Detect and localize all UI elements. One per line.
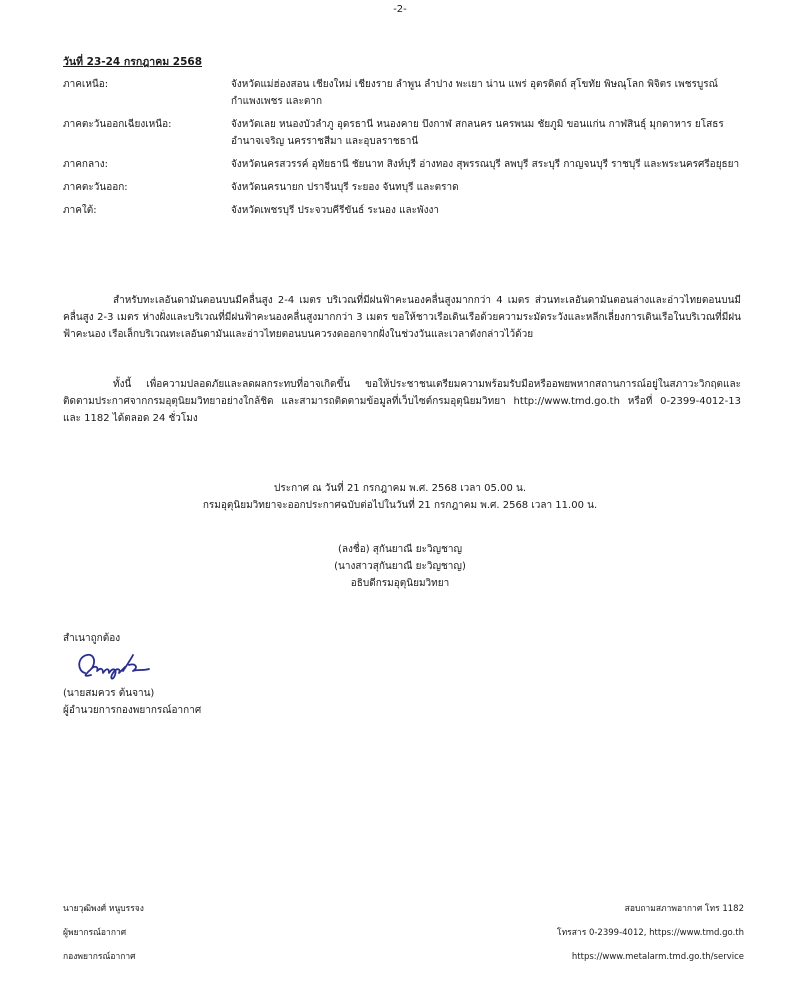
region-label: ภาคตะวันออกเฉียงเหนือ:	[63, 119, 172, 130]
signatory-signed: (ลงชื่อ) สุกันยาณี ยะวิญชาญ	[338, 544, 462, 555]
certified-copy-block	[63, 630, 201, 719]
region-label: ภาคกลาง:	[63, 159, 108, 170]
certified-copy-label: สำเนาถูกต้อง	[63, 633, 121, 644]
forecaster-role: ผู้พยากรณ์อากาศ	[63, 928, 127, 938]
region-provinces: จังหวัดเลย หนองบัวลำภู อุดรธานี หนองคาย บึงกาฬ สกลนคร นครพนม ชัยภูมิ ขอนแก่น กาฬสินธุ์ มุกดาหาร ยโสธร อำนาจเจริญ นครราชสีมา และอุบลราชธานี	[231, 119, 724, 147]
region-row-northeast	[63, 116, 743, 156]
contact-phone: สอบถามสภาพอากาศ โทร 1182	[624, 904, 744, 914]
region-row-north	[63, 76, 743, 116]
handwritten-signature	[73, 649, 153, 683]
footer-contact	[557, 897, 744, 969]
date-heading: วันที่ 23-24 กรกฎาคม 2568	[63, 56, 203, 68]
next-announcement: กรมอุตุนิยมวิทยาจะออกประกาศฉบับต่อไปในวันที่ 21 กรกฎาคม พ.ศ. 2568 เวลา 11.00 น.	[202, 500, 598, 511]
signatory-position: อธิบดีกรมอุตุนิยมวิทยา	[350, 578, 450, 589]
region-provinces: จังหวัดนครสวรรค์ อุทัยธานี ชัยนาท สิงห์บุรี อ่างทอง สุพรรณบุรี ลพบุรี สระบุรี กาญจนบุรี ราชบุรี และพระนครศรีอยุธยา	[231, 159, 740, 170]
contact-fax-web: โทรสาร 0-2399-4012, https://www.tmd.go.th	[557, 928, 744, 938]
region-provinces: จังหวัดเพชรบุรี ประจวบคีรีขันธ์ ระนอง และพังงา	[231, 205, 439, 216]
forecaster-name: นายวุฒิพงศ์ หนูบรรจง	[63, 904, 144, 914]
footer-forecaster	[63, 897, 144, 969]
region-row-east	[63, 179, 743, 202]
announcement-date: ประกาศ ณ วันที่ 21 กรกฎาคม พ.ศ. 2568 เวลา 05.00 น.	[273, 483, 527, 494]
signatory-full-name: (นางสาวสุกันยาณี ยะวิญชาญ)	[334, 561, 466, 572]
page-number: -2-	[393, 4, 407, 15]
region-provinces: จังหวัดนครนายก ปราจีนบุรี ระยอง จันทบุรี และตราด	[231, 182, 459, 193]
announcement-block	[0, 480, 800, 514]
region-label: ภาคใต้:	[63, 205, 97, 216]
contact-service-url: https://www.metalarm.tmd.go.th/service	[571, 952, 744, 962]
signatory-block	[0, 541, 800, 592]
safety-advice-paragraph: ทั้งนี้ เพื่อความปลอดภัยและลดผลกระทบที่อาจเกิดขึ้น ขอให้ประชาชนเตรียมความพร้อมรับมือหรืออพยพหากสถานการณ์อยู่ในสภาวะวิกฤตและติดตามประกาศจากกรมอุตุนิยมวิทยาอย่างใกล้ชิด และสามารถติดตามข้อมูลที่เว็บไซต์กรมอุตุนิยมวิทยา http://www.tmd.go.th หรือที่ 0-2399-4012-13 และ 1182 ได้ตลอด 24 ชั่วโมง	[63, 379, 741, 424]
marine-warning-paragraph: สำหรับทะเลอันดามันตอนบนมีคลื่นสูง 2-4 เมตร บริเวณที่มีฝนฟ้าคะนองคลื่นสูงมากกว่า 4 เมตร ส่วนทะเลอันดามันตอนล่างและอ่าวไทยตอนบนมีคลื่นสูง 2-3 เมตร ห่างฝั่งและบริเวณที่มีฝนฟ้าคะนองคลื่นสูงมากกว่า 3 เมตร ขอให้ชาวเรือเดินเรือด้วยความระมัดระวังและหลีกเลี่ยงการเดินเรือในบริเวณที่มีฝนฟ้าคะนอง เรือเล็กบริเวณทะเลอันดามันและอ่าวไทยตอนบนควรงดออกจากฝั่งในช่วงวันและเวลาดังกล่าวไว้ด้วย	[63, 295, 741, 340]
forecaster-division: กองพยากรณ์อากาศ	[63, 952, 136, 962]
region-label: ภาคเหนือ:	[63, 79, 109, 90]
certified-copy-position: ผู้อำนวยการกองพยากรณ์อากาศ	[63, 705, 202, 716]
region-table	[63, 76, 743, 225]
region-provinces: จังหวัดแม่ฮ่องสอน เชียงใหม่ เชียงราย ลำพูน ลำปาง พะเยา น่าน แพร่ อุตรดิตถ์ สุโขทัย พิษณุโลก พิจิตร เพชรบูรณ์ กำแพงเพชร และตาก	[231, 79, 718, 107]
certified-copy-name: (นายสมควร ต้นจาน)	[63, 688, 155, 699]
region-row-south	[63, 202, 743, 225]
region-row-central	[63, 156, 743, 179]
region-label: ภาคตะวันออก:	[63, 182, 128, 193]
